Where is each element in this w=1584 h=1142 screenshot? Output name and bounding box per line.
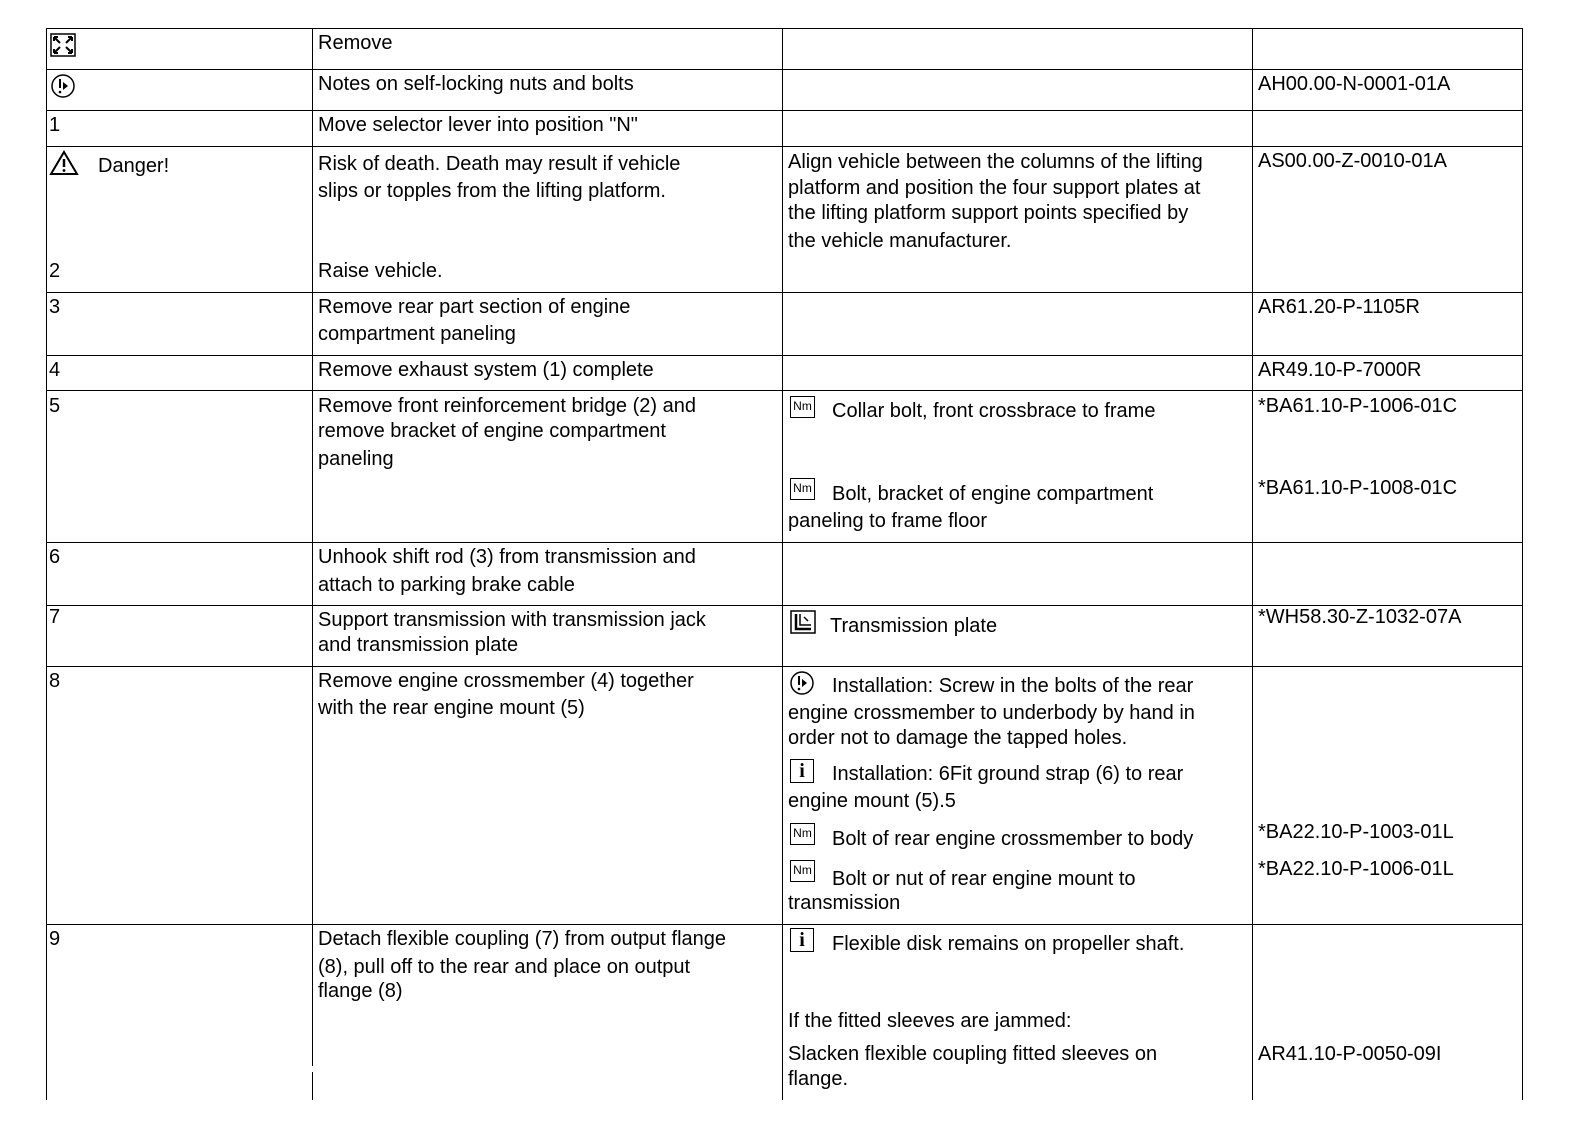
row9-note4-line1: Bolt or nut of rear engine mount to [832, 868, 1136, 890]
row6-action-line1: Remove front reinforcement bridge (2) and [318, 395, 696, 417]
row-divider [46, 146, 1523, 147]
row3-note-line1: Align vehicle between the columns of the lifting [788, 151, 1203, 173]
row9-note2-line1: Installation: 6Fit ground strap (6) to rear [832, 763, 1184, 785]
row-divider [46, 292, 1523, 293]
remove-expand-icon [50, 33, 76, 57]
row2-step: 1 [49, 114, 61, 136]
row9-ref3[interactable]: *BA22.10-P-1003-01L [1258, 821, 1454, 843]
row3-action-line2: slips or topples from the lifting platform. [318, 180, 666, 202]
torque-nm-icon: Nm [790, 860, 815, 882]
note-circle-icon [50, 73, 76, 99]
torque-nm-icon: Nm [790, 823, 815, 845]
row6-step: 5 [49, 395, 61, 417]
column-divider [782, 28, 783, 1066]
row9-ref4[interactable]: *BA22.10-P-1006-01L [1258, 858, 1454, 880]
row0-action: Remove [318, 32, 393, 54]
column-divider [46, 28, 47, 1100]
row-divider [46, 390, 1523, 391]
row8-ref[interactable]: *WH58.30-Z-1032-07A [1258, 606, 1462, 628]
row3-step: 2 [49, 260, 61, 282]
row9-note1-line1: Installation: Screw in the bolts of the rear [832, 675, 1194, 697]
row8-step: 7 [49, 606, 61, 628]
row10-action-line1: Detach flexible coupling (7) from output flange [318, 928, 727, 950]
row9-step: 8 [49, 670, 61, 692]
row10-action-line3: flange (8) [318, 980, 403, 1002]
row10-note2: If the fitted sleeves are jammed: [788, 1010, 1072, 1032]
row3-note-line3: the lifting platform support points specified by [788, 202, 1189, 224]
torque-nm-icon: Nm [790, 478, 815, 500]
row7-action-line1: Unhook shift rod (3) from transmission and [318, 546, 696, 568]
row10-ref3[interactable]: AR41.10-P-0050-09I [1258, 1043, 1442, 1065]
row3-action2: Raise vehicle. [318, 260, 443, 282]
row4-action-line1: Remove rear part section of engine [318, 296, 631, 318]
row9-note2-line2: engine mount (5).5 [788, 790, 956, 812]
column-divider [312, 1072, 313, 1100]
row8-action-line1: Support transmission with transmission jack [318, 609, 706, 631]
row6-note2-line2: paneling to frame floor [788, 510, 988, 532]
row3-danger-label: Danger! [98, 155, 170, 177]
row1-action: Notes on self-locking nuts and bolts [318, 73, 634, 95]
row-divider [46, 355, 1523, 356]
row7-step: 6 [49, 546, 61, 568]
row10-note3-line1: Slacken flexible coupling fitted sleeves on [788, 1043, 1158, 1065]
row-divider [46, 28, 1523, 29]
row6-note1: Collar bolt, front crossbrace to frame [832, 400, 1156, 422]
row2-action: Move selector lever into position "N" [318, 114, 638, 136]
row9-note1-line3: order not to damage the tapped holes. [788, 727, 1128, 749]
row1-ref[interactable]: AH00.00-N-0001-01A [1258, 73, 1451, 95]
row10-note3-line2: flange. [788, 1068, 849, 1090]
row3-ref[interactable]: AS00.00-Z-0010-01A [1258, 150, 1448, 172]
column-divider [1522, 28, 1523, 1100]
row4-step: 3 [49, 296, 61, 318]
note-circle-icon [789, 670, 815, 696]
row6-action-line3: paneling [318, 448, 394, 470]
torque-nm-icon: Nm [790, 396, 815, 418]
row4-action-line2: compartment paneling [318, 323, 516, 345]
info-icon: i [790, 759, 814, 783]
row8-action-line2: and transmission plate [318, 634, 519, 656]
column-divider [1252, 28, 1253, 1100]
row4-ref[interactable]: AR61.20-P-1105R [1258, 296, 1420, 318]
row3-action-line1: Risk of death. Death may result if vehicle [318, 153, 681, 175]
row-divider [46, 924, 1523, 925]
special-tool-icon [790, 610, 816, 634]
row3-note-line2: platform and position the four support plates at [788, 177, 1201, 199]
column-divider [782, 1066, 783, 1100]
row-divider [46, 69, 1523, 70]
row7-action-line2: attach to parking brake cable [318, 574, 575, 596]
column-divider [312, 28, 313, 1066]
row5-step: 4 [49, 359, 61, 381]
row6-ref1[interactable]: *BA61.10-P-1006-01C [1258, 395, 1458, 417]
row10-action-line2: (8), pull off to the rear and place on output [318, 956, 691, 978]
info-icon: i [790, 928, 814, 952]
warning-triangle-icon [49, 150, 79, 176]
row9-action-line2: with the rear engine mount (5) [318, 697, 585, 719]
row10-step: 9 [49, 928, 61, 950]
row-divider [46, 110, 1523, 111]
row10-note1: Flexible disk remains on propeller shaft. [832, 933, 1185, 955]
row6-note2-line1: Bolt, bracket of engine compartment [832, 483, 1154, 505]
row3-note-line4: the vehicle manufacturer. [788, 230, 1012, 252]
row5-ref[interactable]: AR49.10-P-7000R [1258, 359, 1422, 381]
row8-note: Transmission plate [830, 615, 998, 637]
row9-note4-line2: transmission [788, 892, 901, 914]
row9-action-line1: Remove engine crossmember (4) together [318, 670, 694, 692]
row9-note3: Bolt of rear engine crossmember to body [832, 828, 1194, 850]
row9-note1-line2: engine crossmember to underbody by hand in [788, 702, 1195, 724]
row6-action-line2: remove bracket of engine compartment [318, 420, 666, 442]
row6-ref2[interactable]: *BA61.10-P-1008-01C [1258, 477, 1458, 499]
row5-action: Remove exhaust system (1) complete [318, 359, 654, 381]
row-divider [46, 542, 1523, 543]
row-divider [46, 666, 1523, 667]
